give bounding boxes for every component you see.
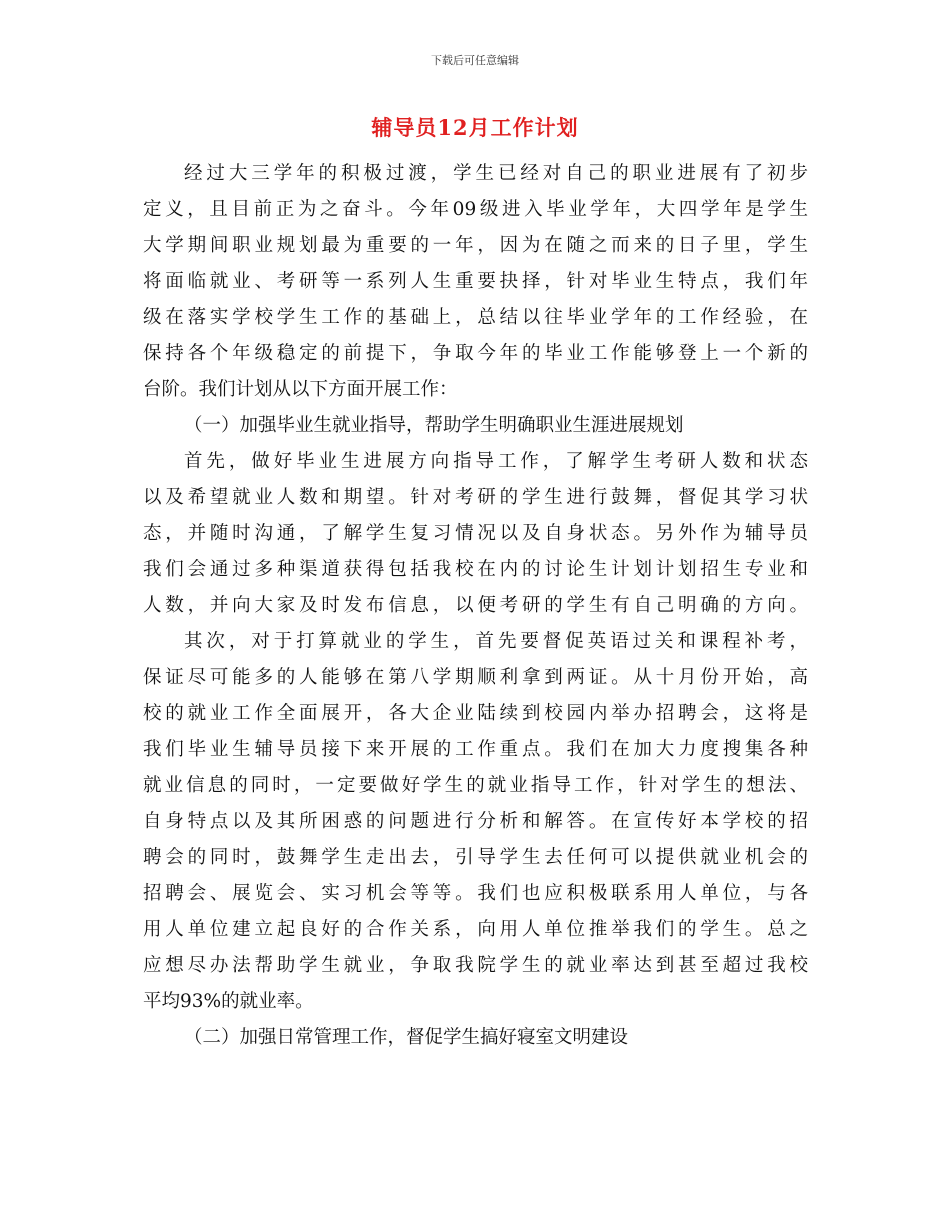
text-line: 保证尽可能多的人能够在第八学期顺利拿到两证。从十月份开始，高 [143,667,808,688]
text-line: 以及希望就业人数和期望。针对考研的学生进行鼓舞，督促其学习状 [143,487,808,508]
document-title: 辅导员12月工作计划 [371,115,579,140]
text-line: 聘会的同时，鼓舞学生走出去，引导学生去任何可以提供就业机会的 [143,847,808,868]
section-heading: （二）加强日常管理工作，督促学生搞好寝室文明建设 [184,1027,629,1048]
text-line: 校的就业工作全面展开，各大企业陆续到校园内举办招聘会，这将是 [143,703,808,724]
text-line: 定义，且目前正为之奋斗。今年09级进入毕业学年，大四学年是学生 [143,199,808,220]
section-heading: （一）加强毕业生就业指导，帮助学生明确职业生涯进展规划 [184,415,684,436]
text-line: 台阶。我们计划从以下方面开展工作： [143,379,458,400]
text-line: 用人单位建立起良好的合作关系，向用人单位推举我们的学生。总之 [143,919,808,940]
text-line: 我们毕业生辅导员接下来开展的工作重点。我们在加大力度搜集各种 [143,739,808,760]
text-line: 保持各个年级稳定的前提下，争取今年的毕业工作能够登上一个新的 [143,343,808,364]
header-note: 下载后可任意编辑 [431,54,519,67]
text-line: 级在落实学校学生工作的基础上，总结以往毕业学年的工作经验，在 [143,307,808,328]
text-line: 我们会通过多种渠道获得包括我校在内的讨论生计划计划招生专业和 [143,559,808,580]
document-body [143,156,808,1056]
text-line: 其次，对于打算就业的学生，首先要督促英语过关和课程补考， [184,631,808,652]
text-line: 应想尽办法帮助学生就业，争取我院学生的就业率达到甚至超过我校 [143,955,808,976]
text-line: 大学期间职业规划最为重要的一年，因为在随之而来的日子里，学生 [143,235,808,256]
text-line: 将面临就业、考研等一系列人生重要抉择，针对毕业生特点，我们年 [143,271,808,292]
text-line: 态，并随时沟通，了解学生复习情况以及自身状态。另外作为辅导员 [143,523,808,544]
text-line: 招聘会、展览会、实习机会等等。我们也应积极联系用人单位，与各 [143,883,808,904]
text-line: 经过大三学年的积极过渡，学生已经对自己的职业进展有了初步 [184,163,808,184]
text-line: 首先，做好毕业生进展方向指导工作，了解学生考研人数和状态 [184,451,808,472]
text-line: 自身特点以及其所困惑的问题进行分析和解答。在宣传好本学校的招 [143,811,808,832]
text-line: 就业信息的同时，一定要做好学生的就业指导工作，针对学生的想法、 [143,775,808,796]
text-line: 人数，并向大家及时发布信息，以便考研的学生有自己明确的方向。 [143,595,808,616]
text-line: 平均93%的就业率。 [143,991,314,1012]
